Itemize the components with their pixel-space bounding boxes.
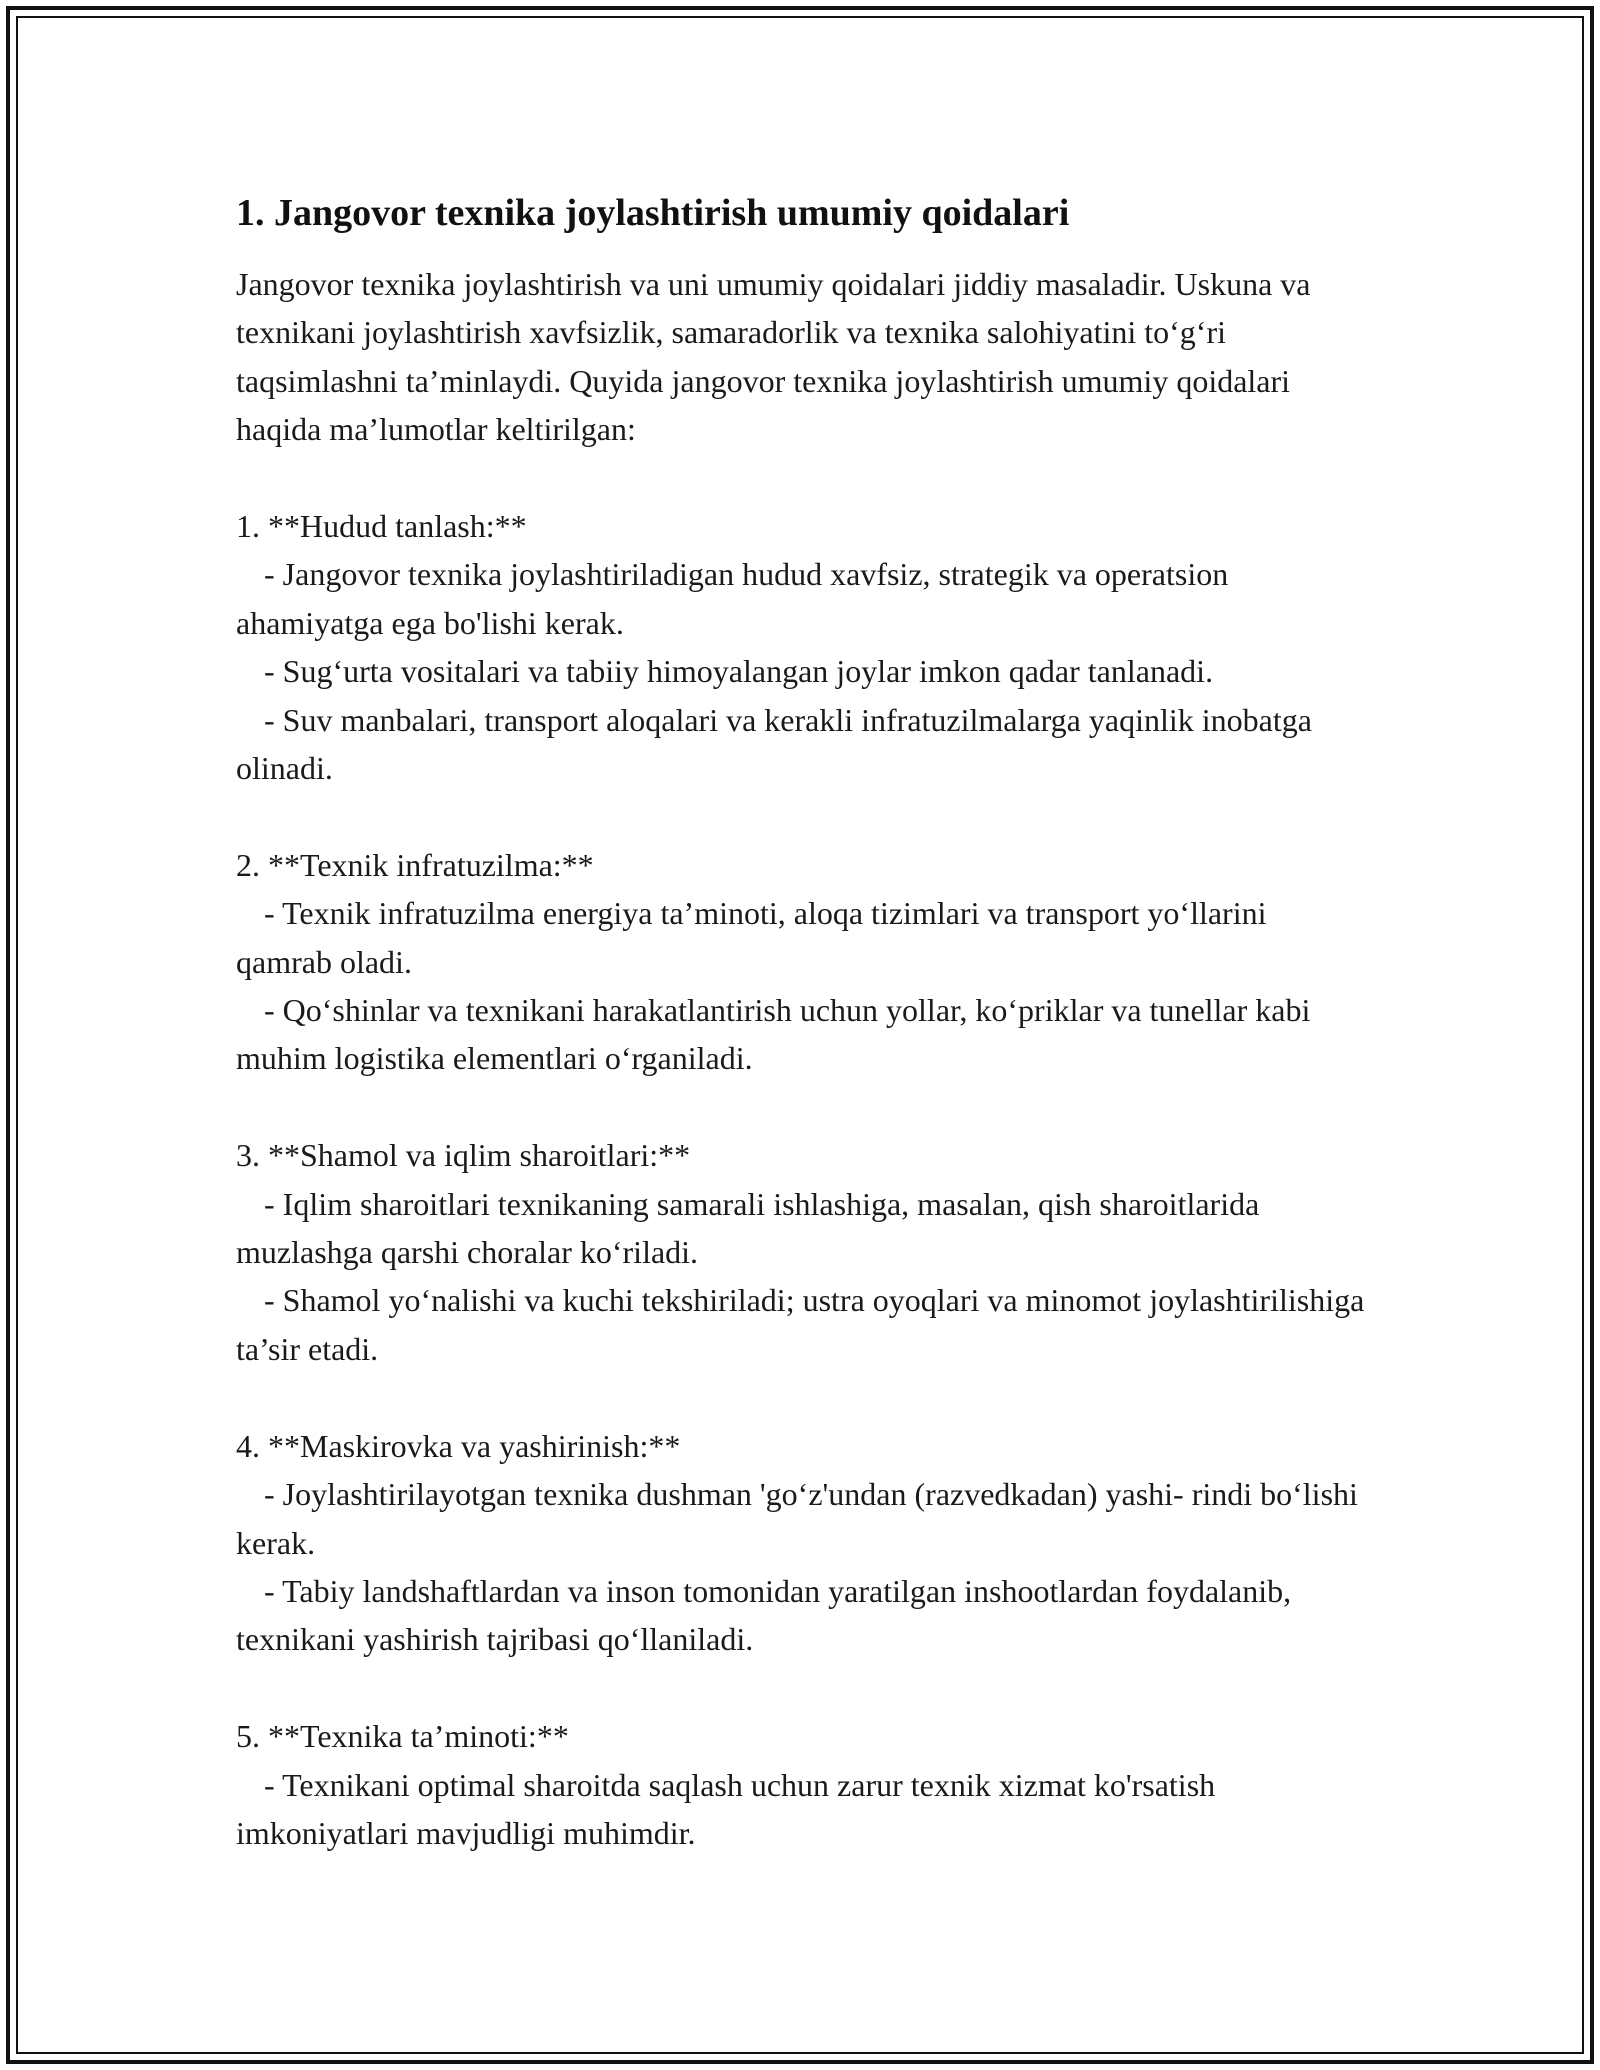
bullet-item: - Tabiy landshaftlardan va inson tomonidan yaratilgan inshootlardan foydalanib, texnikani yashirish tajribasi qo‘llaniladi. xyxy=(236,1572,1292,1658)
section-title: 4. **Maskirovka va yashirinish:** xyxy=(236,1427,681,1464)
section-hudud-tanlash xyxy=(236,502,1366,792)
bullet-item: - Texnikani optimal sharoitda saqlash uchun zarur texnik xizmat ko'rsatish imkoniyatlari mavjudligi muhimdir. xyxy=(236,1766,1216,1851)
document-body xyxy=(236,188,1366,1857)
section-title: 3. **Shamol va iqlim sharoitlari:** xyxy=(236,1137,691,1174)
intro-paragraph: Jangovor texnika joylashtirish va uni umumiy qoidalari jiddiy masaladir. Uskuna va texnikani joylashtirish xavfsizlik, samaradorlik va texnika salohiyatini to‘g‘ri taqsimlashni ta’minlaydi. Quyida jangovor texnika joylashtirish umumiy qoidalari haqida ma’lumotlar keltirilgan: xyxy=(236,266,1311,448)
bullet-item: - Joylashtirilayotgan texnika dushman 'go‘z'undan (razvedkadan) yashi- rindi bo‘lishi kerak. xyxy=(236,1476,1358,1561)
bullet-item: - Iqlim sharoitlari texnikaning samarali ishlashiga, masalan, qish sharoitlarida muzlashga qarshi choralar ko‘riladi. xyxy=(236,1185,1260,1271)
bullet-item: - Suv manbalari, transport aloqalari va kerakli infratuzilmalarga yaqinlik inobatga olinadi. xyxy=(236,701,1312,787)
section-title: 1. **Hudud tanlash:** xyxy=(236,508,527,545)
page-title: 1. Jangovor texnika joylashtirish umumiy qoidalari xyxy=(236,192,1070,234)
bullet-item: - Texnik infratuzilma energiya ta’minoti, aloqa tizimlari va transport yo‘llarini qamrab oladi. xyxy=(236,895,1267,980)
section-title: 5. **Texnika ta’minoti:** xyxy=(236,1718,569,1755)
bullet-item: - Jangovor texnika joylashtiriladigan hudud xavfsiz, strategik va operatsion ahamiyatga ega bo'lishi kerak. xyxy=(236,556,1229,641)
section-texnika-taminoti xyxy=(236,1712,1366,1857)
bullet-item: - Sug‘urta vositalari va tabiiy himoyalangan joylar imkon qadar tanlanadi. xyxy=(264,653,1214,690)
section-texnik-infratuzilma xyxy=(236,841,1366,1083)
bullet-item: - Shamol yo‘nalishi va kuchi tekshiriladi; ustra oyoqlari va minomot joylashtirilishiga ta’sir etadi. xyxy=(236,1282,1365,1367)
section-title: 2. **Texnik infratuzilma:** xyxy=(236,846,594,883)
section-shamol-iqlim xyxy=(236,1131,1366,1373)
bullet-item: - Qo‘shinlar va texnikani harakatlantirish uchun yollar, ko‘priklar va tunellar kabi muhim logistika elementlari o‘rganiladi. xyxy=(236,992,1311,1077)
section-maskirovka xyxy=(236,1422,1366,1664)
